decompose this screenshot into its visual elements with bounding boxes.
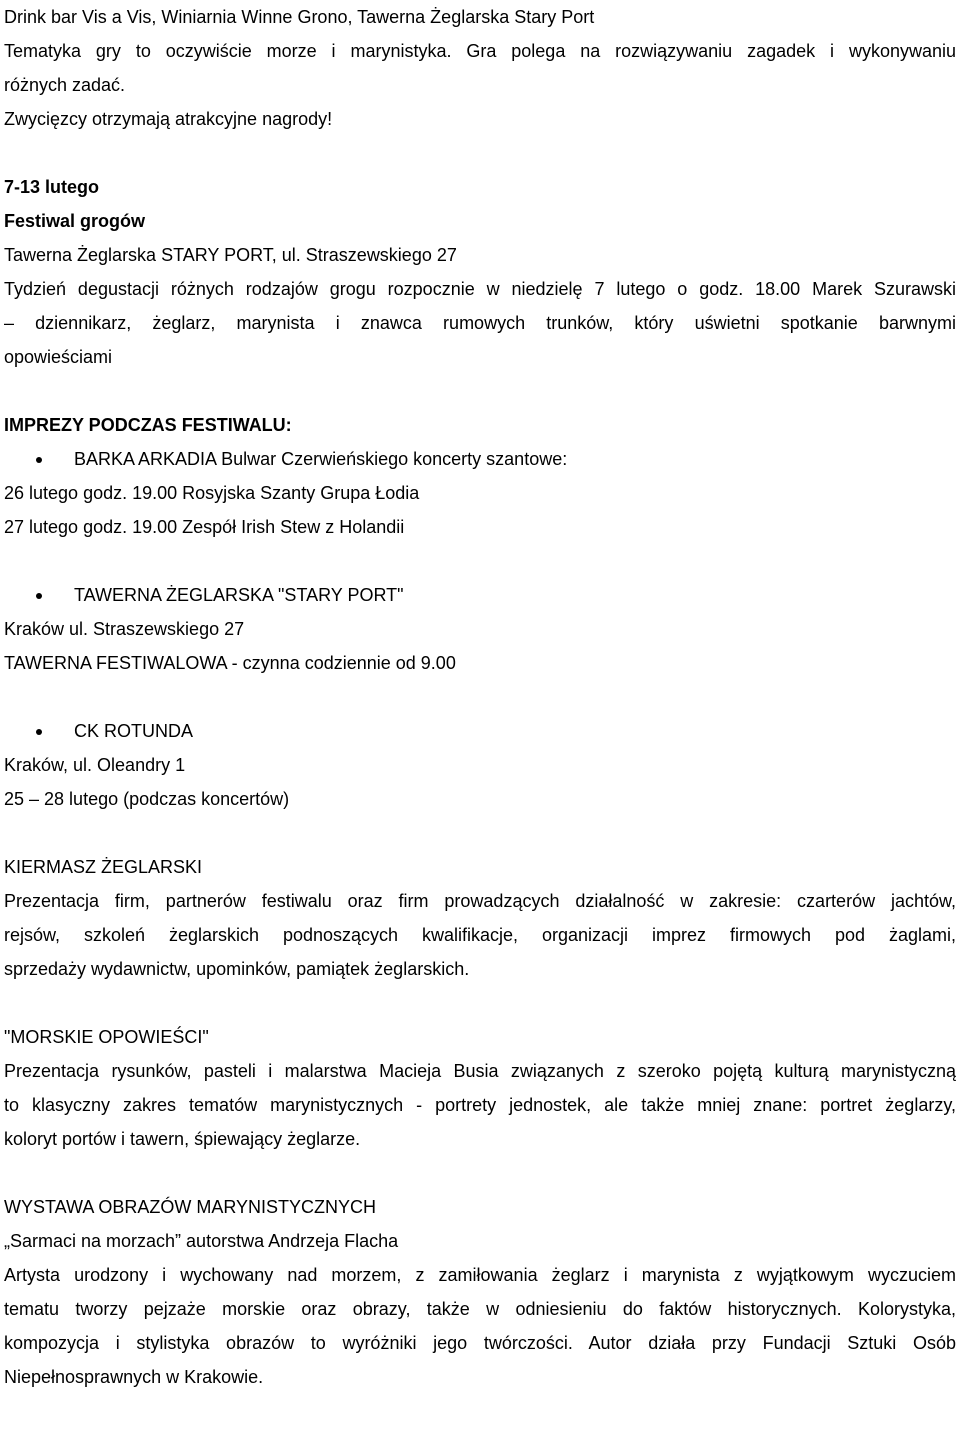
bullet-label: BARKA ARKADIA Bulwar Czerwieńskiego koncerty szantowe: [74,449,568,469]
prizes-line: Zwycięzcy otrzymają atrakcyjne nagrody! [4,109,333,129]
sea-tales-text-2: to klasyczny zakres tematów marynistycznych - portrety jednostek, ale także mniej znane: portret żeglarzy, [4,1095,956,1115]
fair-heading: KIERMASZ ŻEGLARSKI [4,857,203,877]
concert-1: 26 lutego godz. 19.00 Rosyjska Szanty Grupa Łodia [4,483,420,503]
rotunda-dates: 25 – 28 lutego (podczas koncertów) [4,789,290,809]
concert-2: 27 lutego godz. 19.00 Zespół Irish Stew z Holandii [4,517,405,537]
rotunda-address: Kraków, ul. Oleandry 1 [4,755,186,775]
grog-festival-dates: 7-13 lutego [4,177,100,197]
bullet-icon [36,457,42,463]
exhibition-title: „Sarmaci na morzach” autorstwa Andrzeja Flacha [4,1231,399,1251]
grog-festival-venue: Tawerna Żeglarska STARY PORT, ul. Straszewskiego 27 [4,245,457,265]
sea-tales-text-3: koloryt portów i tawern, śpiewający żeglarze. [4,1129,361,1149]
exhibition-heading: WYSTAWA OBRAZÓW MARYNISTYCZNYCH [4,1197,377,1217]
fair-text-1: Prezentacja firm, partnerów festiwalu oraz firm prowadzących działalność w zakresie: czarterów jachtów, [4,891,956,911]
bullet-ck-rotunda [4,714,956,748]
grog-festival-title: Festiwal grogów [4,211,146,231]
stary-port-address: Kraków ul. Straszewskiego 27 [4,619,245,639]
bullet-barka-arkadia [4,442,956,476]
grog-festival-text-1: Tydzień degustacji różnych rodzajów grogu rozpocznie w niedzielę 7 lutego o godz. 18.00 Marek Szurawski [4,279,956,299]
grog-festival-text-3: opowieściami [4,347,113,367]
exhibition-text-2: tematu tworzy pejzaże morskie oraz obrazy, także w odniesieniu do faktów historycznych. Kolorystyka, [4,1299,956,1319]
bullet-icon [36,593,42,599]
game-description-line-2: różnych zadać. [4,75,126,95]
bullet-label: CK ROTUNDA [74,721,194,741]
fair-text-2: rejsów, szkoleń żeglarskich podnoszących kwalifikacje, organizacji imprez firmowych pod żaglami, [4,925,956,945]
bullet-label: TAWERNA ŻEGLARSKA "STARY PORT" [74,585,404,605]
festival-tavern-hours: TAWERNA FESTIWALOWA - czynna codziennie od 9.00 [4,653,456,673]
bullet-icon [36,729,42,735]
sea-tales-heading: "MORSKIE OPOWIEŚCI" [4,1027,209,1047]
events-heading: IMPREZY PODCZAS FESTIWALU: [4,415,292,435]
game-description-line-1: Tematyka gry to oczywiście morze i marynistyka. Gra polega na rozwiązywaniu zagadek i wykonywaniu [4,41,956,61]
exhibition-text-4: Niepełnosprawnych w Krakowie. [4,1367,264,1387]
document-page [4,0,956,1394]
bullet-stary-port [4,578,956,612]
venues-line: Drink bar Vis a Vis, Winiarnia Winne Grono, Tawerna Żeglarska Stary Port [4,7,595,27]
exhibition-text-1: Artysta urodzony i wychowany nad morzem, z zamiłowania żeglarz i marynista z wyjątkowym wyczuciem [4,1265,956,1285]
exhibition-text-3: kompozycja i stylistyka obrazów to wyróżniki jego twórczości. Autor działa przy Fundacji Sztuki Osób [4,1333,956,1353]
sea-tales-text-1: Prezentacja rysunków, pasteli i malarstwa Macieja Busia związanych z szeroko pojętą kulturą marynistyczną [4,1061,956,1081]
grog-festival-text-2: – dziennikarz, żeglarz, marynista i znawca rumowych trunków, który uświetni spotkanie barwnymi [4,313,956,333]
fair-text-3: sprzedaży wydawnictw, upominków, pamiątek żeglarskich. [4,959,470,979]
